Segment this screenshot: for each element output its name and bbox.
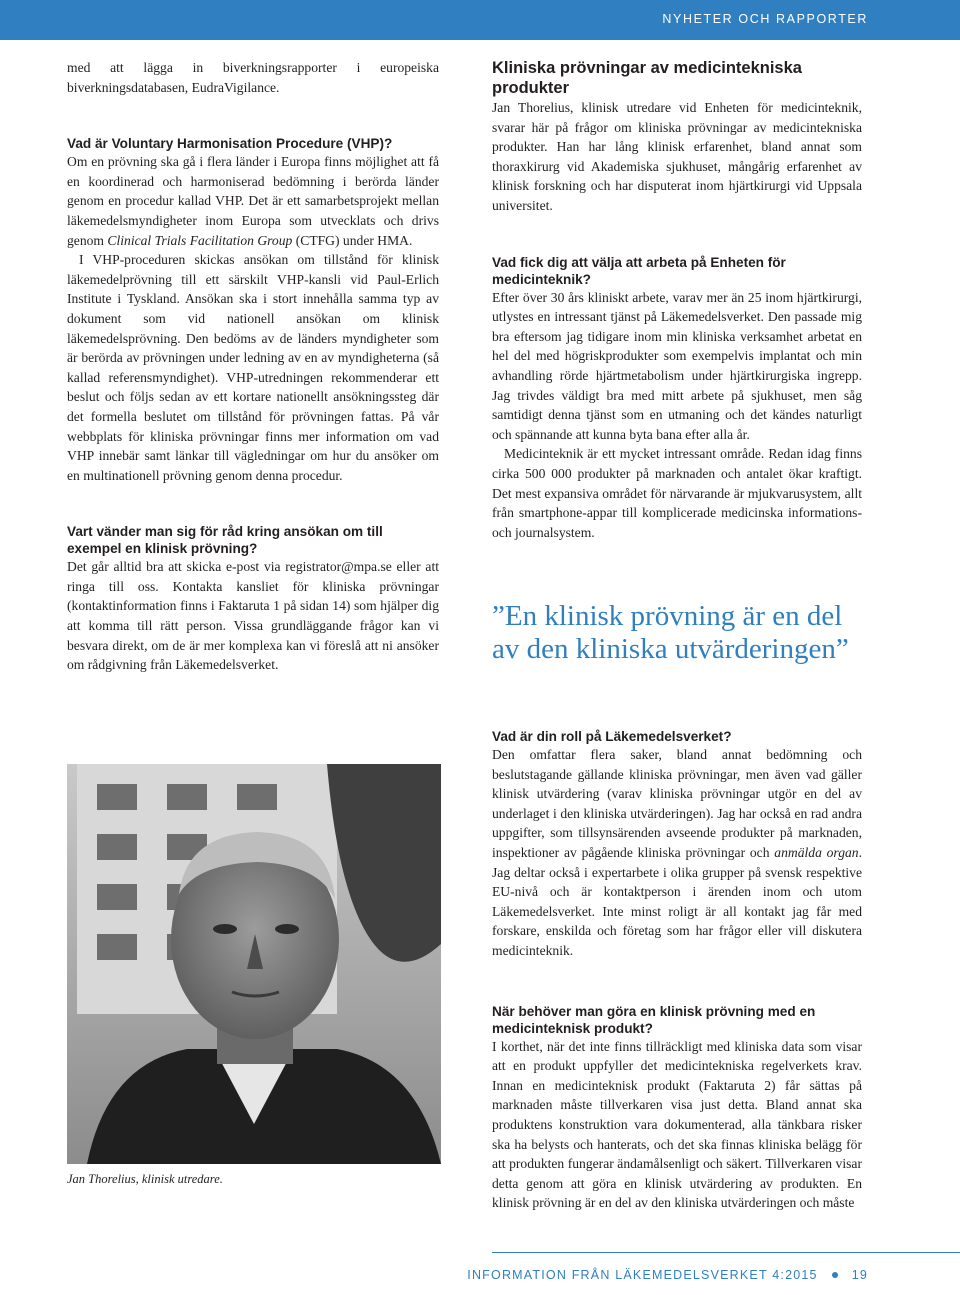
portrait-illustration <box>67 764 441 1164</box>
page-number: 19 <box>851 1268 868 1282</box>
intro-paragraph: Jan Thorelius, klinisk utredare vid Enheten för medicinteknik, svarar här på frågor om kliniska prövningar av medicintekniska produkter. Han har lång klinisk erfarenhet, bland annat som thoraxkirurg vid Akademiska sjukhuset, mångårig erfarenhet av klinisk forskning och har disputerat inom hjärtkirurgi vid Uppsala universitet. <box>492 100 862 213</box>
photo-caption: Jan Thorelius, klinisk utredare. <box>67 1172 223 1186</box>
subheading-choice: Vad fick dig att välja att arbeta på Enheten för medicinteknik? <box>492 254 786 287</box>
paragraph: Den omfattar flera saker, bland annat bedömning och beslutstagande gällande kliniska prövningar, men även vad gäller klinisk utvärdering (varav kliniska prövningar utgör en del av underlaget i den kliniska utvärderingen). Jag har också en rad andra uppgifter, som tillsynsärenden avseende produkter på marknaden, inspektioner av pågående kliniska prövningar och anmälda organ. Jag deltar också i expertarbete i olika grupper på svensk respektive EU-nivå och är kontaktperson i ärenden inom och utom Läkemedelsverket. Inte minst roligt är all kontakt jag får med forskare, enskilda och företag som har frågor eller vill diskutera medicinteknik. <box>492 747 863 958</box>
subheading-when: När behöver man göra en klinisk prövning med en medicinteknisk produkt? <box>492 1003 816 1036</box>
footer <box>467 1268 868 1282</box>
paragraph: I VHP-proceduren skickas ansökan om tillstånd för klinisk läkemedelprövning till ett särskilt VHP-kansli vid Paul-Erlich Institute i Tyskland. Ansökan ska i stort innehålla samma typ av dokument som vid nationell ansökan om klinisk läkemedelsprövning. Den bedöms av de länders myndigheter som är berörda av prövningen under ledning av en av myndigheterna (så kallad referensmyndighet). VHP-utredningen rekommenderar ett beslut och följs sedan av ett kortare nationellt ansökningssteg där det formella beslutet om tillstånd för prövningen fattas. På vår webbplats för kliniska prövningar finns mer information om vad VHP innebär samt länkar till vägledningar om hur du ansöker om en multinationell prövning genom denna procedur. <box>67 252 439 483</box>
paragraph: med att lägga in biverkningsrapporter i europeiska biverkningsdatabasen, EudraVigilance. <box>67 60 439 95</box>
paragraph: I korthet, när det inte finns tillräckligt med kliniska data som visar att en produkt uppfyller det medicintekniska regelverkets krav. Innan en medicinteknisk produkt (Faktaruta 2) får sättas på marknaden måste tillverkaren visa just detta. Bland annat ska produktens konstruktion vara dokumenterad, alla tänkbara risker ska ha belysts och hanterats, och det ska finnas kliniska belägg för att produkten fungerar ändamålsenligt och säkert. Tillverkaren visar detta genom att göra en klinisk utvärdering av produkten. En klinisk prövning är en del av den kliniska utvärderingen och måste <box>492 1038 862 1211</box>
article-title: Kliniska prövningar av medicintekniska produkter <box>492 59 802 97</box>
right-column-lower <box>492 728 862 1213</box>
paragraph: Medicinteknik är ett mycket intressant område. Redan idag finns cirka 500 000 produkter på marknaden och antalet ökar kraftigt. Det mest expansiva området för närvarande är mjukvarusystem, allt från smartphone-appar till komplicerade medicinska informations- och journalsystem. <box>492 446 862 540</box>
subheading-vhp: Vad är Voluntary Harmonisation Procedure (VHP)? <box>67 136 393 152</box>
paragraph: Efter över 30 års kliniskt arbete, varav mer än 25 inom hjärtkirurgi, utlystes en intressant tjänst på Läkemedelsverket. Den passade mig bra eftersom jag tidigare inom min kliniska verksamhet arbetat en hel del med högriskprodukter som exempelvis implantat och min avhandling rörde hjärtmetabolism under hjärtkirurgiska ingrepp. Jag trivdes väldigt bra med mitt arbete på sjukhuset, men såg samtidigt denna tjänst som en utmaning och det kändes naturligt och spännande att kunna byta bana efter alla år. <box>492 289 862 442</box>
bullet-icon <box>832 1272 838 1278</box>
left-column <box>67 58 439 675</box>
paragraph: Om en prövning ska gå i flera länder i Europa finns möjlighet att få en koordinerad och harmoniserad bedömning i berörda länder genom en procedur kallad VHP. Det är ett samarbetsprojekt mellan läkemedelsmyndigheter inom Europa som utvecklats och drivs genom Clinical Trials Facilitation Group (CTFG) under HMA. <box>67 154 439 248</box>
paragraph: Det går alltid bra att skicka e-post via registrator@mpa.se eller att ringa till oss. Kontakta kansliet för kliniska prövningar (kontaktinformation finns i Faktaruta 1 på sidan 14) som hjälper dig att komma till rätt person. Vissa grundläggande frågor kan vi besvara direkt, om de är mer komplexa kan vi föreslå att ni ansöker om rådgivning från Läkemedelsverket. <box>67 559 439 673</box>
portrait-photo <box>67 764 441 1164</box>
footer-rule <box>492 1252 960 1253</box>
subheading-advice: Vart vänder man sig för råd kring ansökan om till exempel en klinisk prövning? <box>67 524 383 557</box>
section-label: NYHETER OCH RAPPORTER <box>662 12 868 26</box>
subheading-role: Vad är din roll på Läkemedelsverket? <box>492 729 732 744</box>
publication-name: INFORMATION FRÅN LÄKEMEDELSVERKET 4:2015 <box>467 1268 818 1282</box>
pull-quote: ”En klinisk prövning är en del av den kliniska utvärderingen” <box>492 600 849 665</box>
header-band <box>0 0 960 40</box>
right-column <box>492 58 862 542</box>
